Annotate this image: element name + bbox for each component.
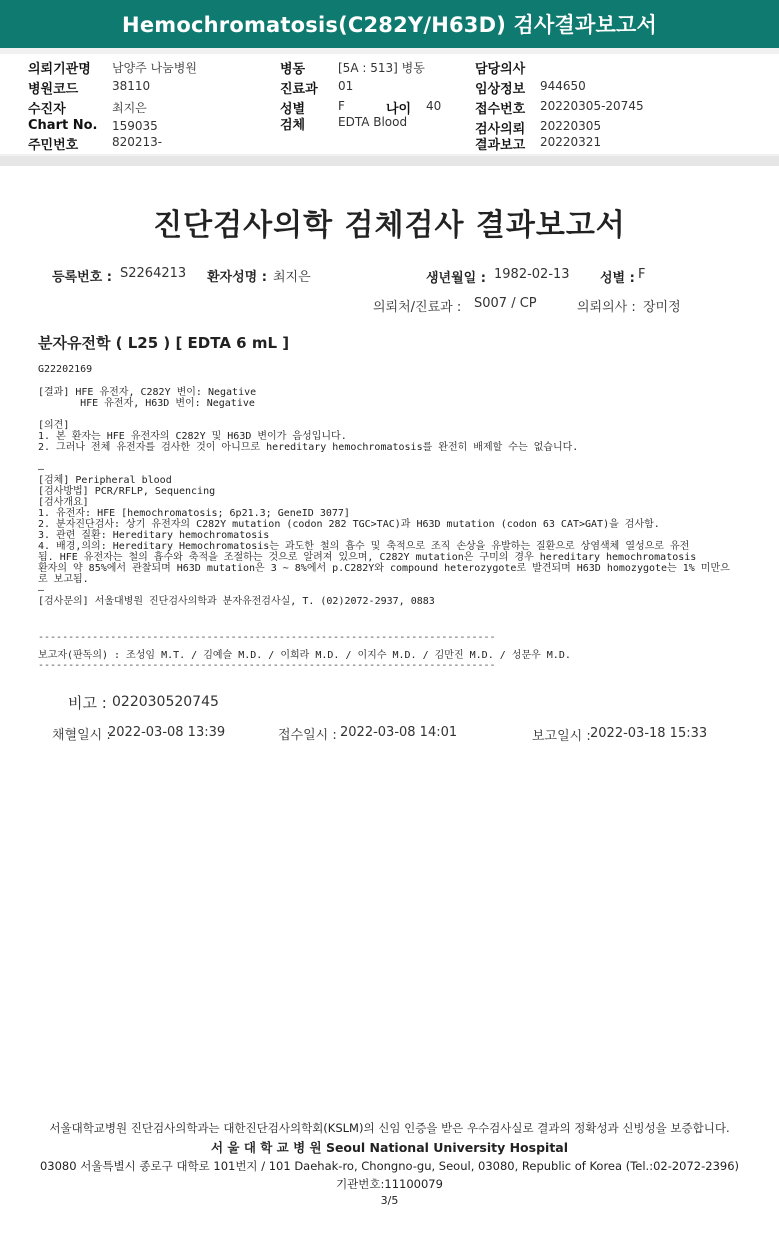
report-body-line: [검사개요] [38, 497, 89, 508]
chart-no-label: Chart No. [28, 118, 98, 133]
report-sex-label: 성별 : [600, 271, 635, 286]
result-report-value: 20220321 [540, 135, 602, 149]
attending-doctor-label: 담당의사 [475, 62, 526, 77]
report-body-line: 1. 본 환자는 HFE 유전자의 C282Y 및 H63D 변이가 음성입니다. [38, 431, 347, 442]
report-body-line: [의견] [38, 420, 70, 431]
divider-line: ---------------------------------------------------------------------------- [38, 632, 496, 643]
section-title: 분자유전학 ( L25 ) [ EDTA 6 mL ] [38, 334, 290, 352]
report-document [0, 166, 779, 1240]
report-body-line: [결과] HFE 유전자, C282Y 변이: Negative [38, 387, 257, 398]
hospital-code-label: 병원코드 [28, 82, 79, 97]
sex-value: F [338, 99, 345, 113]
age-value: 40 [426, 99, 442, 113]
test-request-value: 20220305 [540, 119, 602, 133]
ward-label: 병동 [280, 62, 306, 77]
divider-line-bottom: ---------------------------------------------------------------------------- [38, 660, 496, 671]
reporters-line: 보고자(판독의) : 조성임 M.T. / 김예슬 M.D. / 이희라 M.D. / 이지수 M.D. / 김만진 M.D. / 성문우 M.D. [38, 650, 571, 661]
report-body-line: 4. 배경,의의: Hereditary Hemochromatosis는 과도한 철의 흡수 및 축적으로 조직 손상을 유발하는 질환으로 상염색체 열성으로 유전 [38, 541, 690, 552]
report-body-line: 됨. HFE 유전자는 철의 흡수와 축적을 조절하는 것으로 알려져 있으며, C282Y mutation은 구미의 경우 hereditary hemochromatosis [38, 552, 697, 563]
report-body-line: 로 보고됨. [38, 574, 89, 585]
report-body-line: [검체] Peripheral blood [38, 475, 172, 486]
report-body-line: 1. 유전자: HFE [hemochromatosis; 6p21.3; GeneID 3077] [38, 508, 350, 519]
receipt-no-label: 접수번호 [475, 102, 526, 117]
document-title: 진단검사의학 검체검사 결과보고서 [153, 208, 626, 243]
report-time-label: 보고일시 : [532, 729, 591, 744]
patient-value: 최지은 [112, 101, 147, 115]
specimen-value: EDTA Blood [338, 115, 408, 129]
registration-no-value: S2264213 [120, 266, 187, 281]
age-label: 나이 [386, 102, 412, 117]
institution-value: 남양주 나눔병원 [112, 61, 197, 75]
receipt-no-value: 20220305-20745 [540, 99, 644, 113]
collection-time-label: 채혈일시 : [52, 728, 111, 743]
birth-date-label: 생년월일 : [426, 271, 486, 286]
department-label: 진료과 [280, 82, 318, 97]
report-body-line: 환자의 약 85%에서 관찰되며 H63D mutation은 3 ~ 8%에서 p.C282Y와 compound heterozygote로 발견되며 H63D homozygote는 1% 미만으 [38, 563, 730, 574]
patient-label: 수진자 [28, 102, 66, 117]
chart-no-value: 159035 [112, 119, 158, 133]
collection-time-value: 2022-03-08 13:39 [108, 725, 226, 740]
specimen-number: G22202169 [38, 364, 93, 375]
report-header-title: Hemochromatosis(C282Y/H63D) 검사결과보고서 [0, 0, 779, 48]
report-body-line: [검사문의] 서울대병원 진단검사의학과 분자유전검사실, T. (02)2072-2937, 0883 [38, 596, 435, 607]
hospital-name: 서 울 대 학 교 병 원 Seoul National University Hospital [210, 1140, 569, 1155]
receipt-time-value: 2022-03-08 14:01 [340, 725, 458, 740]
report-body-line: HFE 유전자, H63D 변이: Negative [38, 398, 255, 409]
report-body-line: [검사방법] PCR/RFLP, Sequencing [38, 486, 216, 497]
hospital-address: 03080 서울특별시 종로구 대학로 101번지 / 101 Daehak-ro, Chongno-gu, Seoul, 03080, Republic of Korea (Tel.:02-2072-2396) [39, 1159, 740, 1173]
hospital-code-value: 38110 [112, 79, 151, 93]
referring-doctor-label: 의뢰의사 : [577, 300, 636, 315]
department-value: 01 [338, 79, 354, 93]
section-separator [0, 156, 779, 166]
receipt-time-label: 접수일시 : [278, 728, 337, 743]
patient-name-label: 환자성명 : [207, 270, 267, 285]
referring-dept-value: S007 / CP [474, 296, 537, 311]
specimen-label: 검체 [280, 118, 306, 133]
institution-number: 기관번호:11100079 [336, 1177, 443, 1191]
report-time-value: 2022-03-18 15:33 [590, 726, 708, 741]
institution-label: 의뢰기관명 [28, 62, 91, 77]
result-report-label: 결과보고 [475, 138, 526, 153]
patient-info-panel [0, 54, 779, 154]
page-number: 3/5 [380, 1194, 399, 1207]
certification-statement: 서울대학교병원 진단검사의학과는 대한진단검사의학회(KSLM)의 신임 인증을 받은 우수검사실로 결과의 정확성과 신빙성을 보증합니다. [49, 1121, 730, 1135]
report-sex-value: F [638, 267, 646, 282]
report-body-line: 2. 분자진단검사: 상기 유전자의 C282Y mutation (codon 282 TGC>TAC)과 H63D mutation (codon 63 CAT>GAT)을 검사함. [38, 519, 660, 530]
registration-no-label: 등록번호 : [52, 270, 112, 285]
resident-no-value: 820213- [112, 135, 163, 149]
report-body-line: — [38, 464, 45, 475]
referring-dept-label: 의뢰처/진료과 : [373, 300, 462, 315]
report-body-line: 2. 그러나 전체 유전자를 검사한 것이 아니므로 hereditary hemochromatosis를 완전히 배제할 수는 없습니다. [38, 442, 579, 453]
resident-no-label: 주민번호 [28, 138, 79, 153]
report-body-line: — [38, 585, 45, 596]
patient-name-value: 최지은 [273, 270, 311, 285]
test-request-label: 검사의뢰 [475, 122, 526, 137]
referring-doctor-value: 장미정 [643, 300, 681, 315]
report-body-line: 3. 관련 질환: Hereditary hemochromatosis [38, 530, 270, 541]
remark-label: 비고 : [68, 694, 107, 712]
clinical-info-value: 944650 [540, 79, 586, 93]
sex-label: 성별 [280, 102, 306, 117]
remark-value: 022030520745 [112, 694, 219, 710]
clinical-info-label: 임상정보 [475, 82, 526, 97]
birth-date-value: 1982-02-13 [494, 267, 570, 282]
ward-value: [5A : 513] 병동 [338, 61, 425, 75]
